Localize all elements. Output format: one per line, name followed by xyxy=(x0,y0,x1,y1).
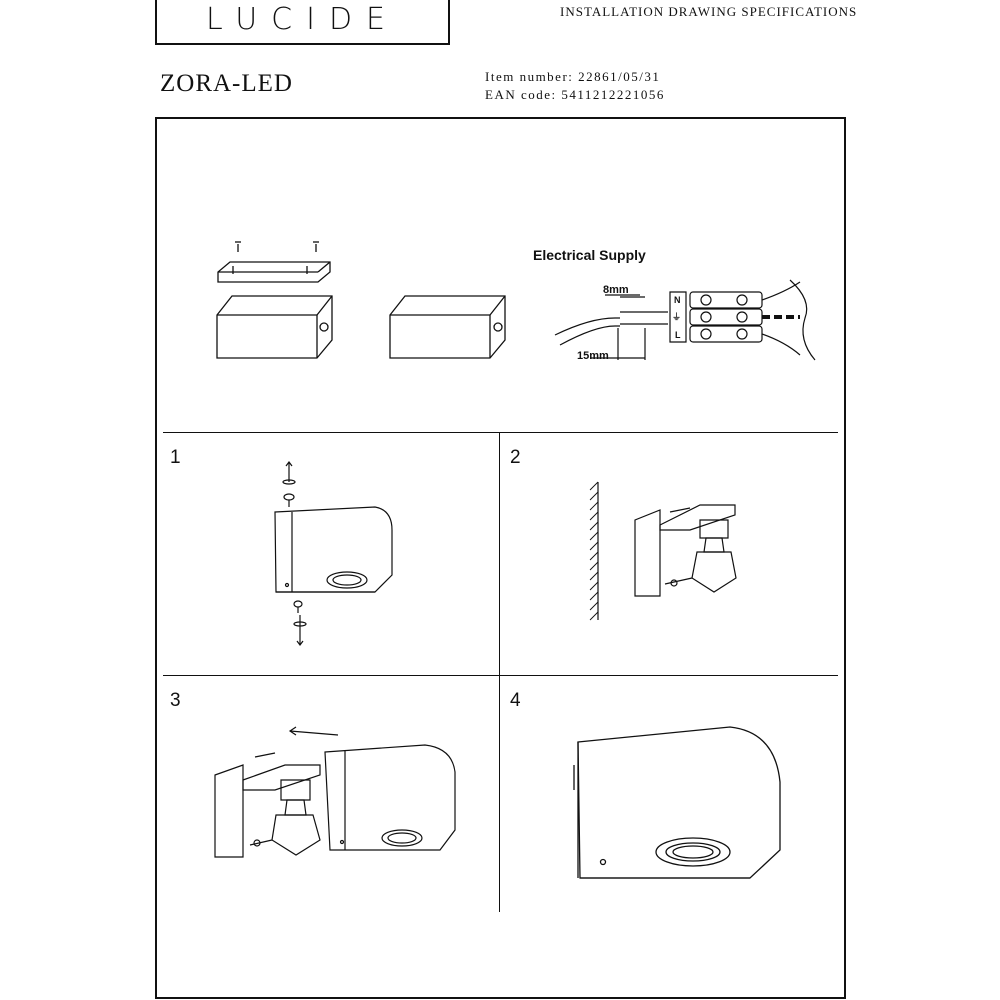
step-number-2: 2 xyxy=(510,447,521,468)
ean-label: EAN code: xyxy=(485,87,557,102)
item-number-label: Item number: xyxy=(485,69,574,84)
document-title: INSTALLATION DRAWING SPECIFICATIONS xyxy=(560,4,858,19)
strip-length-label: 8mm xyxy=(603,284,629,296)
step-number-1: 1 xyxy=(170,447,181,468)
ean-value: 5411212221056 xyxy=(561,87,665,102)
terminal-l-label: L xyxy=(675,330,681,340)
brand-logo: LUCIDE xyxy=(205,2,400,37)
terminal-n-label: N xyxy=(674,295,681,305)
product-name: ZORA-LED xyxy=(160,70,293,97)
step-number-4: 4 xyxy=(510,690,521,711)
item-number-value: 22861/05/31 xyxy=(578,69,661,84)
electrical-supply-title: Electrical Supply xyxy=(533,247,646,263)
step-number-3: 3 xyxy=(170,690,181,711)
sheath-length-label: 15mm xyxy=(577,350,609,362)
terminal-earth-label: ⏚ xyxy=(672,312,682,322)
